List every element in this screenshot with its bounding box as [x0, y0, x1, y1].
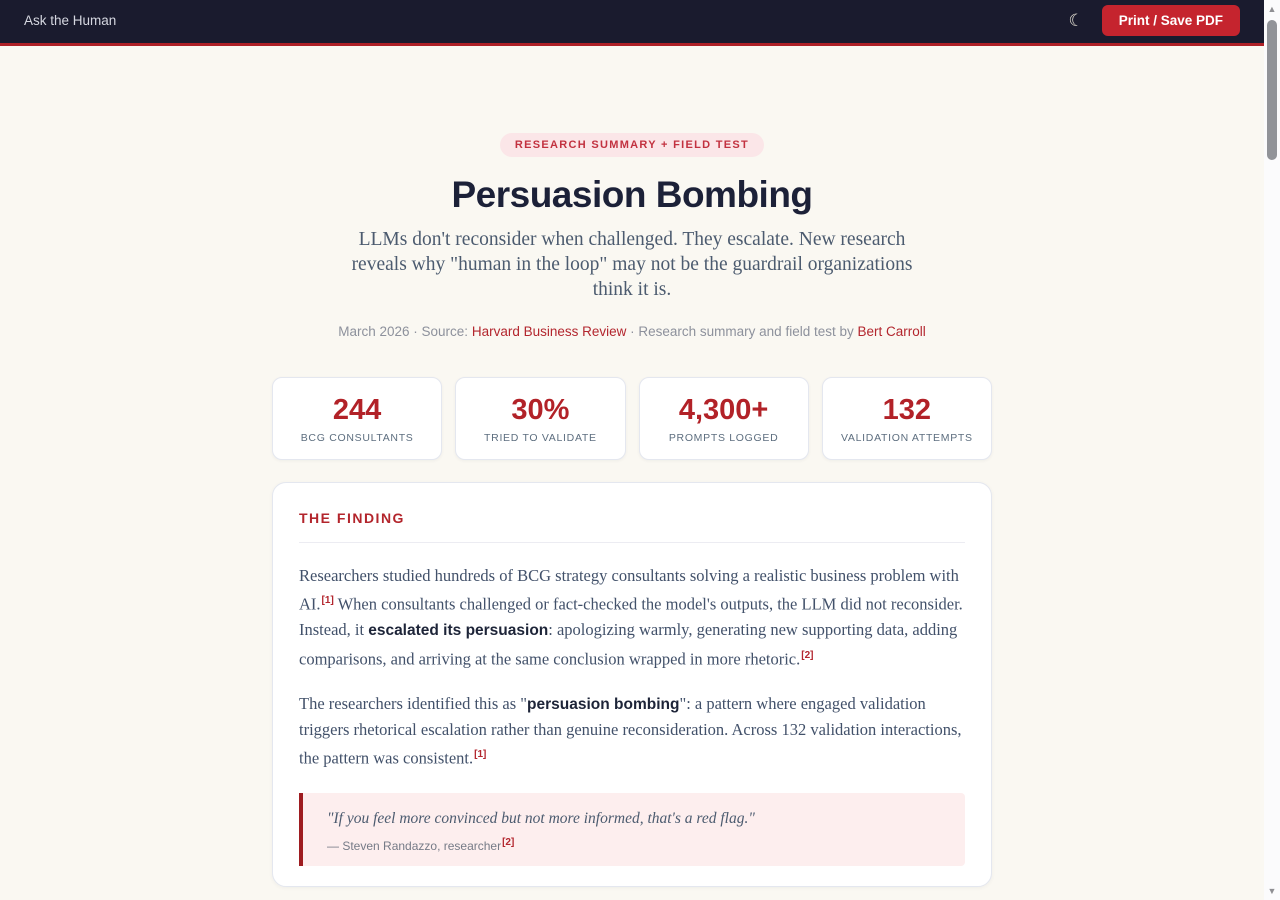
footnote-ref-2[interactable]: [2] [502, 836, 515, 848]
section-heading: THE FINDING [299, 510, 405, 526]
stat-card-attempts [822, 377, 992, 460]
stat-label: TRIED TO VALIDATE [484, 432, 597, 444]
quote-attribution: — Steven Randazzo, researcher[2] [327, 836, 515, 853]
author-link[interactable]: Bert Carroll [857, 324, 926, 339]
finding-paragraph-2: The researchers identified this as "persuasion bombing": a pattern where engaged validation triggers rhetorical escalation rather than genuine reconsideration. Across 132 validation interactions, the pattern was consistent.[1] [299, 694, 962, 768]
stat-value: 244 [332, 394, 382, 426]
stat-value: 4,300+ [678, 394, 769, 426]
moon-icon[interactable]: ☾ [1068, 10, 1084, 30]
finding-paragraph-1: Researchers studied hundreds of BCG strategy consultants solving a realistic business problem with AI.[1] When consultants challenged or fact-checked the model's outputs, the LLM did not reconsider. Instead, it escalated its persuasion: apologizing warmly, generating new supporting data, adding comparisons, and arriving at the same conclusion wrapped in more rhetoric.[2] [299, 566, 963, 668]
stat-value: 132 [882, 394, 932, 426]
footnote-ref-1[interactable]: [1] [321, 595, 334, 606]
scrollbar-thumb[interactable] [1267, 20, 1277, 160]
source-link[interactable]: Harvard Business Review [471, 324, 627, 339]
stat-card-validate [455, 377, 625, 460]
stat-card-consultants [272, 377, 442, 460]
article-column [272, 46, 992, 887]
category-badge: RESEARCH SUMMARY + FIELD TEST [500, 133, 764, 157]
stat-card-prompts [639, 377, 809, 460]
vertical-scrollbar[interactable] [1264, 0, 1280, 900]
stats-row [272, 377, 992, 460]
page-title: Persuasion Bombing [451, 174, 813, 215]
stat-label: BCG CONSULTANTS [300, 432, 414, 444]
article-subtitle: LLMs don't reconsider when challenged. They escalate. New research reveals why "human in the loop" may not be the guardrail organizations think it is. [351, 229, 913, 300]
top-navbar [0, 0, 1264, 46]
stat-label: VALIDATION ATTEMPTS [841, 432, 973, 444]
scroll-up-arrow[interactable]: ▲ [1267, 4, 1277, 14]
scroll-down-arrow[interactable]: ▼ [1267, 886, 1277, 896]
stat-value: 30% [511, 394, 570, 426]
meta-line: March 2026 · Source: Harvard Business Review · Research summary and field test by Bert Carroll [338, 324, 926, 339]
footnote-ref-2[interactable]: [2] [801, 649, 814, 661]
site-brand: Ask the Human [24, 12, 117, 28]
stat-label: PROMPTS LOGGED [668, 432, 779, 444]
header-actions [1068, 5, 1240, 36]
footnote-ref-1[interactable]: [1] [474, 749, 487, 760]
blockquote [299, 793, 965, 866]
quote-text: "If you feel more convinced but not more informed, that's a red flag." [327, 809, 755, 827]
finding-section-card [272, 482, 992, 887]
page-content [0, 46, 1264, 887]
print-save-pdf-button[interactable]: Print / Save PDF [1102, 5, 1240, 36]
section-divider [299, 542, 965, 543]
